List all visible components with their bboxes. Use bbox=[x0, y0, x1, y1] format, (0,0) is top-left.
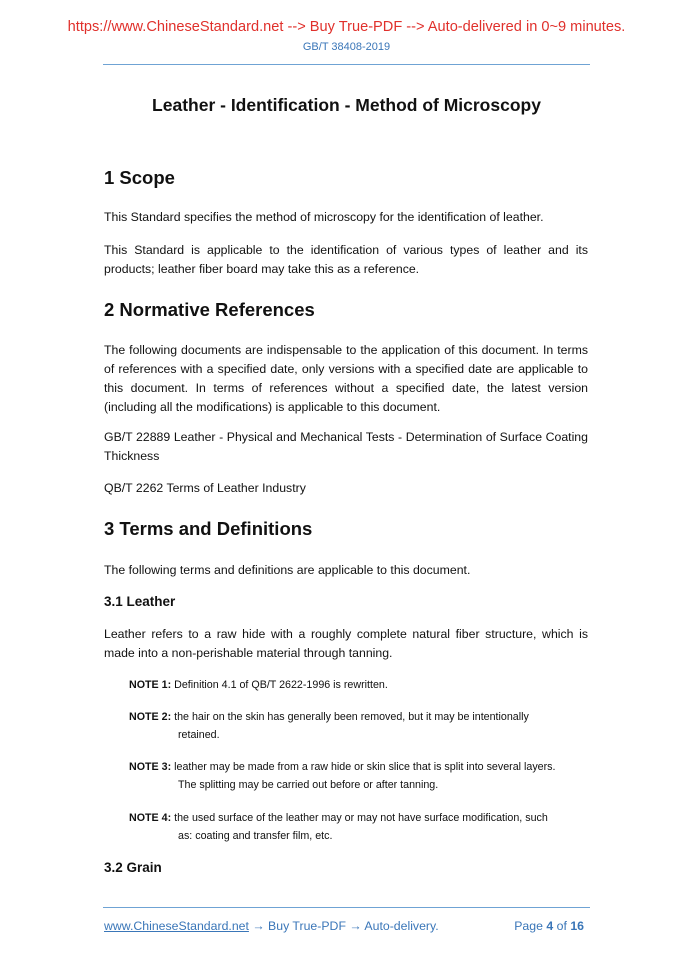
leather-definition: Leather refers to a raw hide with a roughly complete natural fiber structure, which is made into a non-perishable material through tanning. bbox=[104, 627, 588, 660]
page-footer bbox=[104, 919, 588, 937]
note-text: leather may be made from a raw hide or skin slice that is split into several layers. bbox=[171, 761, 556, 773]
note-text-continued: retained. bbox=[178, 729, 220, 741]
subsection-heading-grain: 3.2 Grain bbox=[104, 860, 162, 875]
of-label: of bbox=[556, 919, 567, 933]
header-divider bbox=[103, 64, 590, 65]
note-label: NOTE 4: bbox=[129, 812, 172, 824]
scope-paragraph-1: This Standard specifies the method of microscopy for the identification of leather. bbox=[104, 210, 544, 224]
section-heading-normative: 2 Normative References bbox=[104, 299, 315, 320]
note-4 bbox=[129, 809, 588, 845]
note-text: the hair on the skin has generally been removed, but it may be intentionally bbox=[171, 711, 529, 723]
note-text: the used surface of the leather may or may not have surface modification, such bbox=[171, 812, 548, 824]
section-heading-scope: 1 Scope bbox=[104, 167, 175, 188]
note-2 bbox=[129, 708, 588, 744]
note-text-continued: as: coating and transfer film, etc. bbox=[178, 830, 333, 842]
page-label: Page bbox=[514, 919, 543, 933]
footer-divider bbox=[103, 907, 590, 908]
note-label: NOTE 3: bbox=[129, 761, 172, 773]
subsection-heading-leather: 3.1 Leather bbox=[104, 594, 176, 609]
top-banner[interactable]: https://www.ChineseStandard.net --> Buy True-PDF --> Auto-delivered in 0~9 minutes. bbox=[67, 19, 626, 35]
reference-gbt-22889: GB/T 22889 Leather - Physical and Mechanical Tests - Determination of Surface Coating Thickness bbox=[104, 430, 588, 463]
footer-site-link[interactable]: www.ChineseStandard.net bbox=[104, 919, 249, 933]
scope-paragraph-2: This Standard is applicable to the identification of various types of leather and its products; leather fiber board may take this as a reference. bbox=[104, 243, 588, 276]
page-total: 16 bbox=[570, 919, 584, 933]
section-heading-terms: 3 Terms and Definitions bbox=[104, 518, 313, 539]
terms-paragraph-1: The following terms and definitions are applicable to this document. bbox=[104, 563, 471, 577]
note-1 bbox=[129, 676, 588, 694]
reference-qbt-2262: QB/T 2262 Terms of Leather Industry bbox=[104, 481, 306, 495]
note-3 bbox=[129, 758, 588, 794]
standard-code: GB/T 38408-2019 bbox=[302, 41, 391, 53]
note-label: NOTE 2: bbox=[129, 711, 172, 723]
page-indicator bbox=[514, 919, 584, 933]
note-label: NOTE 1: bbox=[129, 679, 172, 691]
document-title: Leather - Identification - Method of Microscopy bbox=[152, 95, 541, 115]
normative-paragraph-1: The following documents are indispensable to the application of this document. In terms of references with a specified date, only versions with a specified date are applicable to this document. In terms of references without a specified date, the latest version (including all the modifications) is applicable to this document. bbox=[104, 343, 588, 414]
note-text-continued: The splitting may be carried out before or after tanning. bbox=[178, 779, 439, 791]
footer-tagline: → Buy True-PDF → Auto-delivery. bbox=[248, 919, 439, 933]
note-text: Definition 4.1 of QB/T 2622-1996 is rewritten. bbox=[171, 679, 388, 691]
page-number: 4 bbox=[546, 919, 554, 933]
